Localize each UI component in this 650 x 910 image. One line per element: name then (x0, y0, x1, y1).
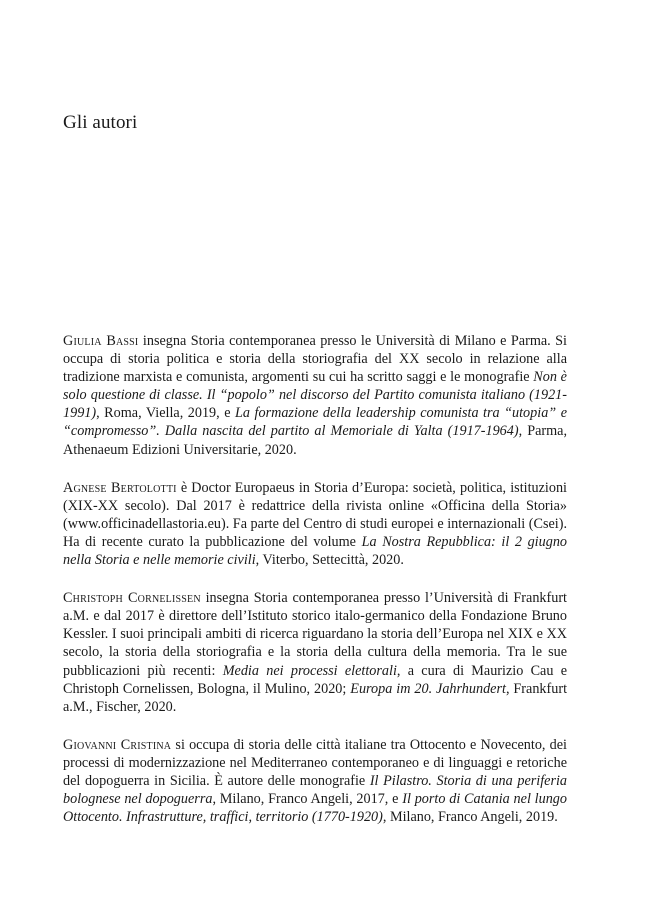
bio-text: è Doctor Europaeus in Storia d’Europa: società, politica, istituzioni (XIX-XX secolo). Dal 2017 è redattrice della rivista online «Officina della Storia» (www.officinadellastoria.eu). Fa parte del Centro di studi europei e internazionali (Csei). Ha di recente curato la pubblicazione del volume (63, 479, 567, 550)
author-entries (63, 332, 567, 846)
bio-text: , Milano, Franco Angeli, 2019. (382, 809, 558, 826)
author-entry (63, 332, 567, 459)
bio-text: , Frankfurt a.M., Fischer, 2020. (63, 680, 568, 715)
author-name: Christoph Cornelissen (63, 590, 201, 607)
bio-text: , a cura di Maurizio Cau e Christoph Cornelissen, Bologna, il Mulino, 2020; (63, 662, 568, 697)
bio-text: insegna Storia contemporanea presso le Università di Milano e Parma. Si occupa di storia politica e storia della storiografia del XX secolo in relazione alla tradizione marxista e comunista, argomenti su cui ha scritto saggi e le monografie (63, 333, 567, 386)
bio-text: insegna Storia contemporanea presso l’Università di Frankfurt a.M. e dal 2017 è direttore dell’Istituto storico italo-germanico della Fondazione Bruno Kessler. I suoi principali ambiti di ricerca riguardano la storia dell’Europa nel XIX e XX secolo, la storia della storiografia e la storia della cultura della memoria. Tra le sue pubblicazioni più recenti: (63, 590, 567, 679)
bio-text: , Roma, Viella, 2019, e (96, 405, 236, 422)
publication-title: La Nostra Repubblica: il 2 giugno nella Storia e nelle memorie civili (63, 533, 568, 569)
publication-title: La formazione della leadership comunista tra “utopia” e “compromesso”. Dalla nascita del partito al Memoriale di Yalta (1917-1964) (63, 405, 567, 440)
bio-text: , Viterbo, Settecittà, 2020. (255, 552, 404, 569)
author-name: Giulia Bassi (63, 333, 139, 349)
bio-text: si occupa di storia delle città italiane tra Ottocento e Novecento, dei processi di modernizzazione nel Mediterraneo contemporaneo e di linguaggi e retoriche del dopoguerra in Sicilia. È autore delle monografie (63, 736, 567, 789)
publication-title: Media nei processi elettorali (222, 662, 397, 679)
author-entry (63, 736, 567, 826)
page-title: Gli autori (63, 112, 138, 133)
publication-title: Il porto di Catania nel lungo Ottocento. Infrastrutture, traffici, territorio (1770-1920) (63, 791, 567, 826)
author-name: Giovanni Cristina (63, 736, 172, 753)
author-name: Agnese Bertolotti (63, 479, 177, 496)
bio-text: , Parma, Athenaeum Edizioni Universitarie, 2020. (63, 423, 567, 458)
publication-title: Non è solo questione di classe. Il “popolo” nel discorso del Partito comunista italiano (1921-1991) (63, 369, 567, 422)
publication-title: Il Pilastro. Storia di una periferia bolognese nel dopoguerra (63, 772, 567, 808)
author-entry (63, 589, 567, 716)
publication-title: Europa im 20. Jahrhundert (350, 680, 506, 697)
author-entry (63, 479, 567, 569)
bio-text: , Milano, Franco Angeli, 2017, e (212, 791, 403, 808)
